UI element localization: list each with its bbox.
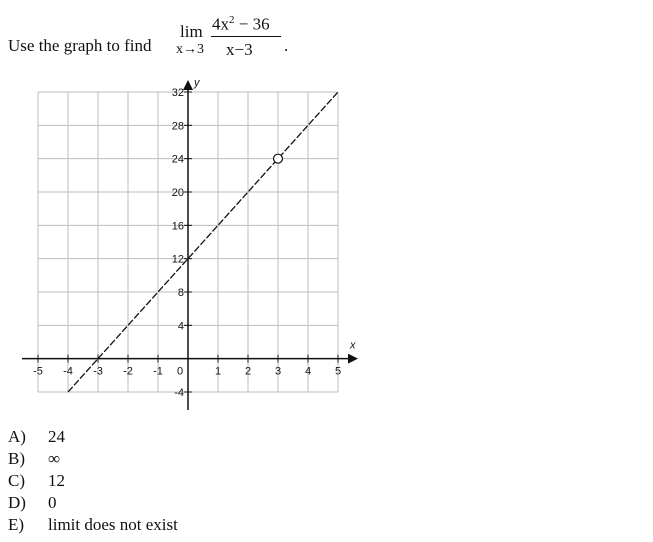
series-line xyxy=(68,92,338,392)
y-tick-label: 32 xyxy=(171,87,184,99)
graph xyxy=(0,70,370,420)
limit-expression xyxy=(174,14,284,60)
choice-text: limit does not exist xyxy=(48,515,178,534)
choice-b[interactable] xyxy=(8,448,178,470)
x-axis-arrow xyxy=(348,354,358,364)
numerator-exponent: 2 xyxy=(229,14,235,26)
choice-letter: B) xyxy=(8,449,25,468)
x-tick-label: 4 xyxy=(304,365,312,378)
choice-c[interactable] xyxy=(8,470,178,492)
y-tick-label: 16 xyxy=(171,220,184,233)
x-tick-label: 3 xyxy=(274,365,282,378)
choice-text: 24 xyxy=(48,427,65,446)
y-tick-label: -4 xyxy=(174,387,184,399)
x-tick-label: 5 xyxy=(334,365,342,378)
y-tick-label: 20 xyxy=(171,187,184,199)
choice-letter: A) xyxy=(8,427,26,446)
denominator: x−3 xyxy=(226,40,253,59)
open-circle-point xyxy=(274,154,283,163)
y-tick-label: 28 xyxy=(171,120,184,133)
x-tick-label: 2 xyxy=(244,365,252,378)
choice-text: 0 xyxy=(48,493,57,512)
answer-choices xyxy=(8,426,178,536)
y-axis-arrow xyxy=(183,80,193,90)
y-tick-label: 24 xyxy=(171,153,184,166)
numerator xyxy=(212,14,270,35)
fraction-bar xyxy=(211,36,281,37)
x-tick-label: -2 xyxy=(123,365,133,378)
numerator-base: 4x xyxy=(212,14,229,34)
x-tick-label: -3 xyxy=(93,365,103,378)
period: . xyxy=(284,36,289,55)
choice-text: 12 xyxy=(48,471,65,490)
y-axis-label: y xyxy=(194,77,200,89)
x-tick-label: -4 xyxy=(63,365,73,378)
x-tick-label: -1 xyxy=(153,365,163,378)
tick-labels xyxy=(33,87,341,399)
lim-subscript: x→3 xyxy=(176,42,204,57)
y-tick-label: 12 xyxy=(171,253,184,266)
choice-e[interactable] xyxy=(8,514,178,536)
x-tick-label: -5 xyxy=(33,365,43,378)
choice-letter: C) xyxy=(8,471,25,490)
choice-a[interactable] xyxy=(8,426,178,448)
y-tick-label: 4 xyxy=(177,320,184,333)
question-prompt xyxy=(8,36,152,56)
x-tick-label: 0 xyxy=(176,365,184,378)
series xyxy=(68,92,338,392)
x-tick-label: 1 xyxy=(214,365,222,378)
choice-d[interactable] xyxy=(8,492,178,514)
question-text: Use the graph to find xyxy=(8,36,152,55)
numerator-rest: − 36 xyxy=(234,14,270,34)
lim-word: lim xyxy=(180,22,203,41)
x-axis-label: x xyxy=(350,339,356,352)
choice-text: ∞ xyxy=(48,449,61,468)
y-tick-label: 8 xyxy=(177,287,184,299)
choice-letter: D) xyxy=(8,493,26,512)
choice-letter: E) xyxy=(8,515,25,534)
